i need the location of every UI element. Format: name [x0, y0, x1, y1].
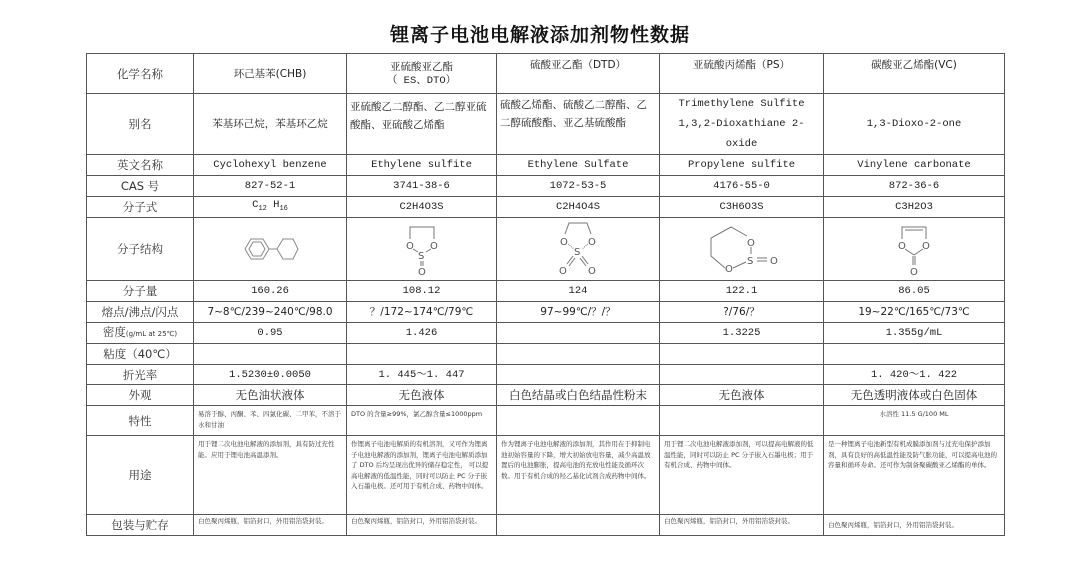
cell [497, 344, 660, 365]
cell [347, 218, 497, 281]
row-refractive-index [87, 365, 1005, 385]
cell: 白色结晶或白色结晶性粉末 [497, 385, 660, 406]
cell: 是一种锂离子电池新型有机成膜添加剂与过充电保护添加剂，具有良好的高低温性能及防气胀功能，可以提高电池的容量和循环寿命。还可作为制备聚碳酸亚乙烯酯的单体。 [824, 436, 1005, 515]
cell: 易溶于醇、丙酮、苯、四氯化碳、二甲苯，不溶于水和甘油 [194, 406, 347, 436]
formula-part: C [252, 198, 259, 211]
row-melting-boiling-flash [87, 302, 1005, 323]
column-header-ps: 亚硫酸丙烯酯（PS） [660, 54, 824, 94]
cell [497, 218, 660, 281]
cell: C3H6O3S [660, 197, 824, 218]
svg-text:O: O [429, 241, 438, 252]
column-header-vc: 碳酸亚乙烯酯(VC) [824, 54, 1005, 94]
cell: Propylene sulfite [660, 155, 824, 176]
svg-text:S: S [746, 256, 753, 267]
cell: 872-36-6 [824, 176, 1005, 197]
formula-part: H [266, 198, 280, 211]
cell: 122.1 [660, 281, 824, 302]
cell [347, 344, 497, 365]
cell: C2H4O4S [497, 197, 660, 218]
svg-text:O: O [769, 256, 778, 267]
column-header-es-line2: （ ES、DTO） [386, 74, 457, 87]
cell [660, 365, 824, 385]
row-label: 用途 [87, 436, 194, 515]
cell: 作为锂离子电池电解液的添加剂，其作用在于抑制电池初始容量的下降，增大初始放电容量，减少高温放置后的电池膨胀，提高电池的充放电性能及循环次数。用于有机合成的羟乙基化试剂合成药物中间体。 [497, 436, 660, 515]
cell [660, 406, 824, 436]
cell: 1.355g/mL [824, 323, 1005, 344]
row-usage [87, 436, 1005, 515]
cell: C2H4O3S [347, 197, 497, 218]
svg-text:O: O [405, 241, 414, 252]
cell: DTO 的含量≥99%，氯乙醇含量≤1000ppm [347, 406, 497, 436]
cell [824, 218, 1005, 281]
cell: 用于锂二次电池电解液添加剂，可以提高电解液的低温性能，同时可以防止 PC 分子嵌入石墨电极；用于有机合成、药物中间体。 [660, 436, 824, 515]
cell: 86.05 [824, 281, 1005, 302]
svg-text:O: O [588, 266, 596, 277]
cell: 827-52-1 [194, 176, 347, 197]
cell: 1.5230±0.0050 [194, 365, 347, 385]
cell: Vinylene carbonate [824, 155, 1005, 176]
cell: 白色聚丙烯瓶，铝箔封口，外用铝箔袋封装。 [347, 515, 497, 536]
vinylene-carbonate-structure-icon [892, 221, 936, 277]
row-label: 包装与贮存 [87, 515, 194, 536]
svg-text:S: S [417, 251, 424, 262]
cell: 无色油状液体 [194, 385, 347, 406]
svg-text:S: S [574, 247, 581, 258]
cell: 19~22℃/165℃/73℃ [824, 302, 1005, 323]
row-label: 熔点/沸点/闪点 [87, 302, 194, 323]
cyclohexylbenzene-structure-icon [240, 234, 300, 264]
row-label: 分子式 [87, 197, 194, 218]
cell [497, 323, 660, 344]
cell: 白色聚丙烯瓶，铝箔封口，外用铝箔袋封装。 [194, 515, 347, 536]
row-english-name [87, 155, 1005, 176]
cell: 7~8℃/239~240℃/98.0 [194, 302, 347, 323]
cell: 用于锂二次电池电解液的添加剂，具有防过充性能。应用于锂电池高温添剂。 [194, 436, 347, 515]
cell: 97~99℃/？/？ [497, 302, 660, 323]
column-header-es-line1: 亚硫酸亚乙酯 [390, 60, 453, 73]
svg-text:O: O [910, 267, 918, 277]
cell: 1.426 [347, 323, 497, 344]
cell: Cyclohexyl benzene [194, 155, 347, 176]
cell: 0.95 [194, 323, 347, 344]
row-cas [87, 176, 1005, 197]
column-header-dtd: 硫酸亚乙酯（DTD） [497, 54, 660, 94]
svg-text:O: O [588, 237, 596, 248]
cell: 1,3-Dioxo-2-one [824, 94, 1005, 155]
row-packaging [87, 515, 1005, 536]
propylene-sulfite-structure-icon [697, 224, 787, 274]
cell [824, 344, 1005, 365]
cell: 1. 445～1. 447 [347, 365, 497, 385]
cell: 硫酸乙烯酯、硫酸乙二醇酯、乙二醇硫酸酯、亚乙基硫酸酯 [497, 94, 660, 155]
cell [660, 344, 824, 365]
cell: 1072-53-5 [497, 176, 660, 197]
cell: 无色透明液体或白色固体 [824, 385, 1005, 406]
row-chemical-name [87, 54, 1005, 94]
cell: 作锂离子电池电解质的有机溶剂，又可作为锂离子电池电解液的添加剂，锂离子电池电解质添加了 DTO 后均呈现出优异的储存稳定性， 可以提高电解液的低温性能，同时可以防止 PC 分子嵌入石墨电极。还可用于有机合成、药物中间体。 [347, 436, 497, 515]
row-formula [87, 197, 1005, 218]
row-label: 分子量 [87, 281, 194, 302]
properties-table [86, 53, 1005, 536]
row-structure [87, 218, 1005, 281]
row-label: 化学名称 [87, 54, 194, 94]
row-density [87, 323, 1005, 344]
cell [194, 218, 347, 281]
cell: 160.26 [194, 281, 347, 302]
ethylene-sulfite-structure-icon [402, 223, 442, 275]
svg-text:O: O [724, 264, 733, 274]
row-label: 粘度（40℃） [87, 344, 194, 365]
row-appearance [87, 385, 1005, 406]
svg-text:O: O [559, 266, 567, 277]
row-label: 折光率 [87, 365, 194, 385]
cell [497, 365, 660, 385]
cell [497, 406, 660, 436]
cell: 水溶性 11.5 G/100 ML [824, 406, 1005, 436]
cell: 无色液体 [660, 385, 824, 406]
row-characteristics [87, 406, 1005, 436]
svg-text:O: O [746, 238, 755, 249]
formula-subscript: 16 [279, 205, 288, 214]
ethylene-sulfate-structure-icon [553, 220, 603, 278]
column-header-chb: 环己基苯(CHB) [194, 54, 347, 94]
cell: 白色聚丙烯瓶，铝箔封口，外用铝箔袋封装。 [660, 515, 824, 536]
row-label: 英文名称 [87, 155, 194, 176]
cell: C3H2O3 [824, 197, 1005, 218]
cell [194, 344, 347, 365]
cell: 4176-55-0 [660, 176, 824, 197]
cell: ?/76/？ [660, 302, 824, 323]
row-label-text: 密度 [102, 325, 126, 339]
cell: 124 [497, 281, 660, 302]
cell [497, 515, 660, 536]
row-viscosity [87, 344, 1005, 365]
document-title: 锂离子电池电解液添加剂物性数据 [389, 24, 690, 46]
cell [660, 218, 824, 281]
row-molecular-weight [87, 281, 1005, 302]
cell: Ethylene sulfite [347, 155, 497, 176]
svg-text:O: O [417, 267, 426, 275]
cell: 3741-38-6 [347, 176, 497, 197]
row-label: CAS 号 [87, 176, 194, 197]
cell: 亚硫酸乙二醇酯、乙二醇亚硫酸酯、亚硫酸乙烯酯 [347, 94, 497, 155]
cell: 108.12 [347, 281, 497, 302]
row-label-unit: (g/mL at 25℃) [125, 330, 178, 338]
row-label: 分子结构 [87, 218, 194, 281]
cell: 白色聚丙烯瓶，铝箔封口，外用铝箔袋封装。 [824, 515, 1005, 536]
column-header-es [347, 54, 497, 94]
row-label [87, 323, 194, 344]
cell: Ethylene Sulfate [497, 155, 660, 176]
svg-text:O: O [898, 241, 906, 252]
svg-text:O: O [922, 241, 930, 252]
cell-formula-chb [194, 197, 347, 218]
formula-subscript: 12 [258, 205, 267, 214]
cell: ？/172~174℃/79℃ [347, 302, 497, 323]
cell: 1. 420～1. 422 [824, 365, 1005, 385]
row-label: 特性 [87, 406, 194, 436]
cell: 苯基环己烷，苯基环乙烷 [194, 94, 347, 155]
svg-text:O: O [560, 237, 568, 248]
row-label: 外观 [87, 385, 194, 406]
cell: 1.3225 [660, 323, 824, 344]
cell [660, 94, 824, 155]
cell: 无色液体 [347, 385, 497, 406]
row-alias [87, 94, 1005, 155]
cell-line: Trimethylene Sulfite [678, 98, 805, 110]
cell-line: 1,3,2-Dioxathiane 2-oxide [678, 118, 805, 150]
row-label: 别名 [87, 94, 194, 155]
